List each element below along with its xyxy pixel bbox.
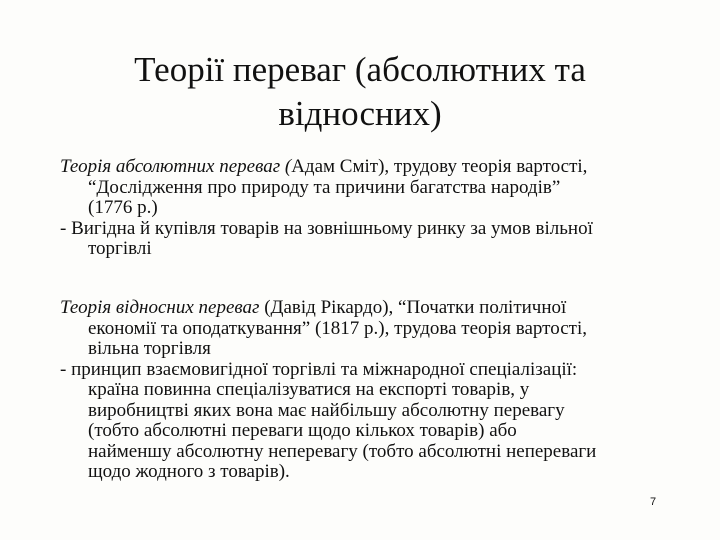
paragraph-line: - принцип взаємовигідної торгівлі та міжнародної спеціалізації: (60, 358, 578, 380)
paragraph-text: (Давід Рікардо), “Початки політичної (259, 297, 567, 318)
paragraph-line: найменшу абсолютну неперевагу (тобто абсолютні непереваги (88, 440, 597, 462)
paragraph-line: виробництві яких вона має найбільшу абсолютну перевагу (88, 399, 565, 421)
paragraph-line: (тобто абсолютні переваги щодо кількох товарів) або (88, 420, 517, 441)
relative-theory-term: Теорія відносних переваг (60, 297, 260, 318)
paragraph-line: торгівлі (88, 238, 152, 259)
paragraph-line: “Дослідження про природу та причини багатства народів” (88, 176, 561, 198)
paragraph-line: країна повинна спеціалізуватися на експорті товарів, у (88, 379, 530, 400)
relative-advantage-paragraph (60, 298, 670, 483)
paragraph-line: вільна торгівля (88, 338, 211, 359)
paragraph-line: - Вигідна й купівля товарів на зовнішньому ринку за умов вільної (60, 217, 593, 239)
slide-title (90, 48, 630, 136)
absolute-theory-term: Теорія абсолютних переваг ( (60, 156, 292, 177)
paragraph-line (60, 157, 670, 178)
paragraph-text: Адам Сміт), трудову теорія вартості, (291, 156, 588, 177)
paragraph-line: (1776 р.) (88, 197, 158, 218)
paragraph-line: щодо жодного з товарів). (88, 461, 290, 482)
paragraph-line: економії та оподаткування” (1817 р.), трудова теорія вартості, (88, 317, 587, 339)
title-line-1: Теорії переваг (абсолютних та (134, 50, 586, 89)
paragraph-line (60, 298, 670, 319)
absolute-advantage-paragraph (60, 157, 670, 260)
page-number: 7 (650, 496, 657, 508)
title-line-2: відносних) (278, 94, 442, 133)
